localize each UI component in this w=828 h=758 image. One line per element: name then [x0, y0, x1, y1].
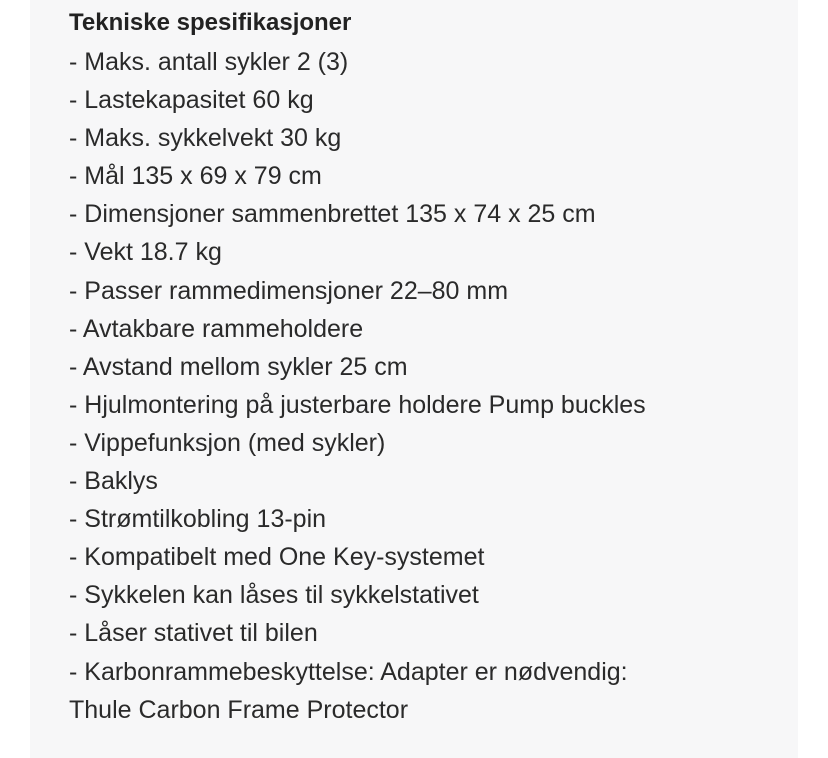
- spec-item: - Passer rammedimensjoner 22–80 mm: [69, 276, 509, 305]
- spec-item: - Avstand mellom sykler 25 cm: [69, 352, 408, 381]
- spec-item: - Låser stativet til bilen: [69, 619, 318, 648]
- spec-item: - Strømtilkobling 13-pin: [69, 505, 327, 534]
- spec-item-continuation: Thule Carbon Frame Protector: [69, 695, 409, 724]
- spec-item: - Avtakbare rammeholdere: [69, 314, 364, 343]
- spec-item: - Maks. antall sykler 2 (3): [69, 48, 349, 76]
- spec-item: - Dimensjoner sammenbrettet 135 x 74 x 25 cm: [69, 200, 596, 229]
- spec-item: - Kompatibelt med One Key-systemet: [69, 543, 485, 572]
- spec-item: - Karbonrammebeskyttelse: Adapter er nødvendig:: [69, 657, 628, 686]
- spec-item: - Vekt 18.7 kg: [69, 238, 222, 267]
- spec-item: - Baklys: [69, 467, 158, 496]
- spec-item: - Lastekapasitet 60 kg: [69, 86, 314, 115]
- spec-item: - Maks. sykkelvekt 30 kg: [69, 124, 342, 153]
- spec-item: - Mål 135 x 69 x 79 cm: [69, 162, 322, 191]
- section-title: Tekniske spesifikasjoner: [69, 9, 352, 36]
- spec-item: - Sykkelen kan låses til sykkelstativet: [69, 581, 479, 610]
- spec-item: - Hjulmontering på justerbare holdere Pump buckles: [69, 390, 646, 419]
- spec-item: - Vippefunksjon (med sykler): [69, 428, 386, 457]
- spec-list: [69, 43, 789, 729]
